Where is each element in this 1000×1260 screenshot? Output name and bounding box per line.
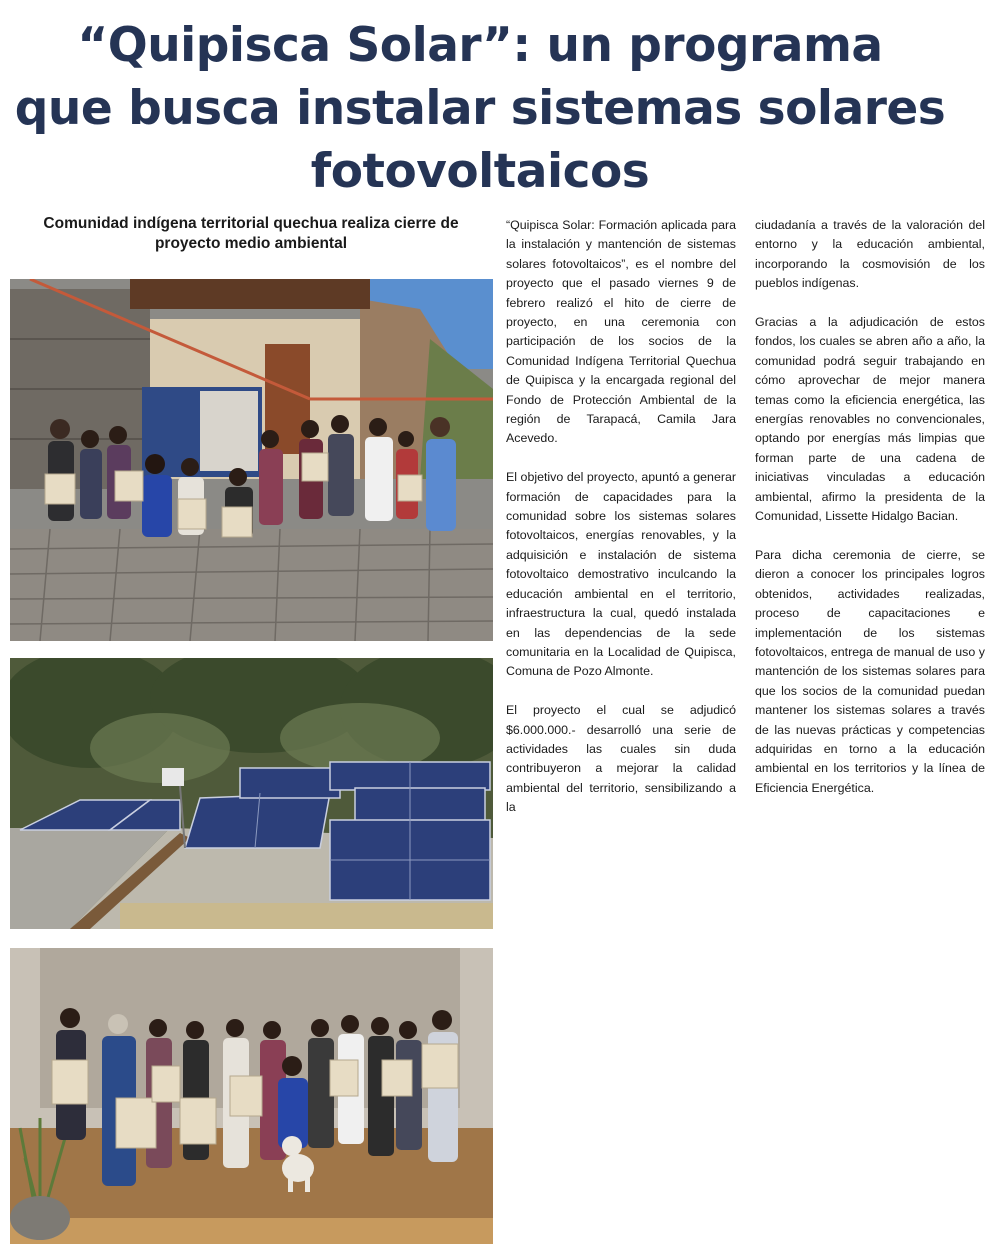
column-2-paragraph-1: ciudadanía a través de la valoración del entorno y la educación ambiental, incorporando la cosmovisión de los pueblos indígenas. <box>755 218 985 291</box>
column-1-paragraph-2: El objetivo del proyecto, apuntó a generar formación de capacidades para la comunidad sobre los sistemas solares fotovoltaicos, energías renovables, y la adquisición e instalación de sistema fotovoltaico demostrativo inculcando la educación ambiental en el territorio, infraestructura la cual, quedó instalada en las dependencias de la sede comunitaria en la Localidad de Quipisca, Comuna de Pozo Almonte. <box>506 470 736 679</box>
column-2-paragraph-3: Para dicha ceremonia de cierre, se dieron a conocer los principales logros obtenidos, actividades realizadas, proceso de capacitaciones e implementación de los sistemas fotovoltaicos, entrega de manual de uso y mantención de los sistemas solares para que los socios de la comunidad puedan mantener los sistemas solares a través de las nuevas prácticas y competencias adquiridas en torno a la educación ambiental en los territorios y la línea de Eficiencia Energética. <box>755 547 985 795</box>
solar-panels-photo <box>10 658 493 929</box>
column-1-paragraph-1: “Quipisca Solar: Formación aplicada para la instalación y mantención de sistemas solares fotovoltaicos”, es el nombre del proyecto que el pasado viernes 9 de febrero realizó el hito de cierre de proyecto, en una ceremonia con participación de los socios de la Comunidad Indígena Territorial Quechua de Quipisca y la encargada regional del Fondo de Protección Ambiental de la región de Tarapacá, Camila Jara Acevedo. <box>506 218 736 446</box>
column-2-paragraph-2: Gracias a la adjudicación de estos fondos, los cuales se abren año a año, la comunidad podrá seguir trabajando en cómo aprovechar de mejor manera temas como la eficiencia energética, las energías renovables no convencionales, optando por energías más limpias que forman parte de una cadena de iniciativas vinculadas a educación ambiental, afirmo la presidenta de la Comunidad, Lissette Hidalgo Bacian. <box>755 315 985 524</box>
group-photo-indoor <box>10 948 493 1244</box>
headline-line-2: que busca instalar sistemas solares <box>14 81 946 136</box>
column-1-paragraph-3: El proyecto el cual se adjudicó $6.000.000.- desarrolló una serie de actividades las cuales sin duda contribuyeron a mejorar la calidad ambiental del territorio, sensibilizando a la <box>506 703 736 815</box>
headline-line-3: fotovoltaicos <box>310 144 650 199</box>
group-photo-outdoor <box>10 279 493 641</box>
group-photo-indoor-image <box>10 948 493 1244</box>
headline <box>0 14 960 203</box>
solar-panels-photo-image <box>10 658 493 929</box>
subheadline: Comunidad indígena territorial quechua realiza cierre de proyecto medio ambiental <box>43 215 459 252</box>
headline-line-1: “Quipisca Solar”: un programa <box>77 18 883 73</box>
article-column-1 <box>506 216 736 837</box>
article-column-2 <box>755 216 985 818</box>
group-photo-outdoor-image <box>10 279 493 641</box>
